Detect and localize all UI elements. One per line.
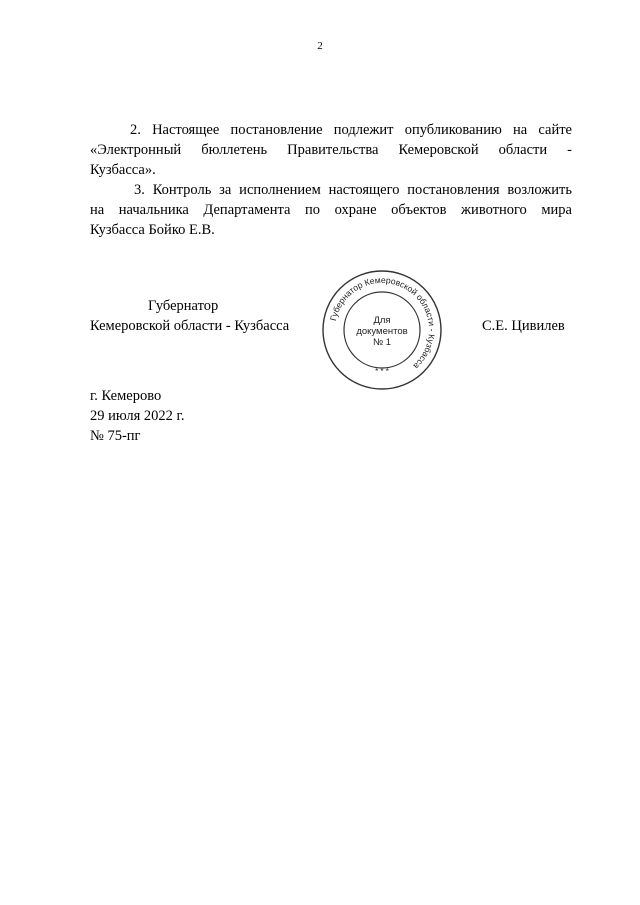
seal-center-line: Для — [373, 315, 391, 326]
document-body — [90, 120, 572, 240]
seal-center-line: документов — [356, 326, 408, 337]
paragraph-line: «Электронный бюллетень Правительства Кемеровской области - — [90, 142, 572, 158]
signer-region: Кемеровской области - Кузбасса — [90, 318, 290, 334]
page-number: 2 — [317, 40, 323, 52]
paragraph-line: 2. Настоящее постановление подлежит опубликованию на сайте — [130, 122, 572, 138]
signer-name: С.Е. Цивилев — [482, 318, 565, 334]
signer-title: Губернатор — [148, 298, 219, 314]
paragraph-publication — [90, 120, 572, 180]
paragraph-line: Кузбасса Бойко Е.В. — [90, 222, 215, 238]
seal-ring-text: Губернатор Кемеровской области - Кузбасса — [327, 274, 438, 372]
seal-center-line: № 1 — [372, 337, 392, 348]
paragraph-line: на начальника Департамента по охране объектов животного мира — [90, 202, 572, 218]
paragraph-line: 3. Контроль за исполнением настоящего постановления возложить — [134, 182, 572, 198]
paragraph-control — [90, 180, 572, 240]
document-number: № 75-пг — [90, 428, 141, 444]
issue-city: г. Кемерово — [90, 388, 162, 404]
document-footer — [90, 386, 184, 446]
paragraph-line: Кузбасса». — [90, 162, 156, 178]
seal-stars: * * * — [375, 367, 389, 376]
official-seal-stamp — [320, 268, 444, 392]
issue-date: 29 июля 2022 г. — [90, 408, 185, 424]
signature-block — [90, 296, 289, 336]
